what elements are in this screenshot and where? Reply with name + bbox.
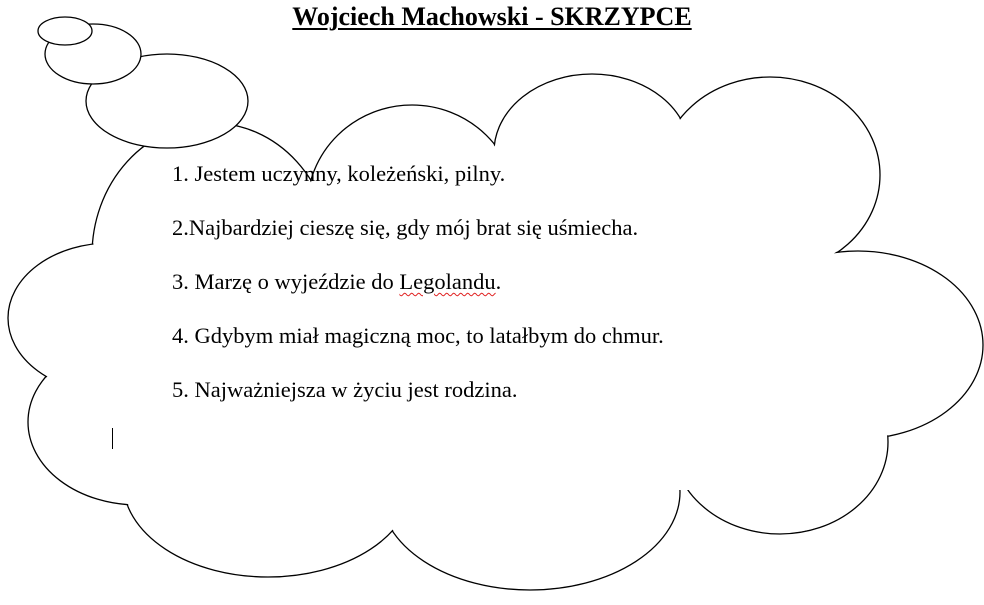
text-cursor[interactable] <box>112 428 113 449</box>
statement-3 <box>172 266 664 320</box>
statement-1: 1. Jestem uczynny, koleżeński, pilny. <box>172 161 506 186</box>
statement-3-suffix: . <box>495 269 502 294</box>
statement-4: 4. Gdybym miał magiczną moc, to latałbym do chmur. <box>172 323 664 348</box>
statement-3-prefix: 3. Marzę o wyjeździe do <box>172 269 400 294</box>
statement-list <box>172 158 664 428</box>
spellcheck-flagged-word[interactable]: Legolandu <box>399 269 496 294</box>
statement-5: 5. Najważniejsza w życiu jest rodzina. <box>172 377 518 402</box>
thought-bubbles <box>38 17 248 148</box>
bubble-small <box>38 17 92 45</box>
document-title: Wojciech Machowski - SKRZYPCE <box>292 2 692 31</box>
statement-2: 2.Najbardziej cieszę się, gdy mój brat się uśmiecha. <box>172 215 639 240</box>
